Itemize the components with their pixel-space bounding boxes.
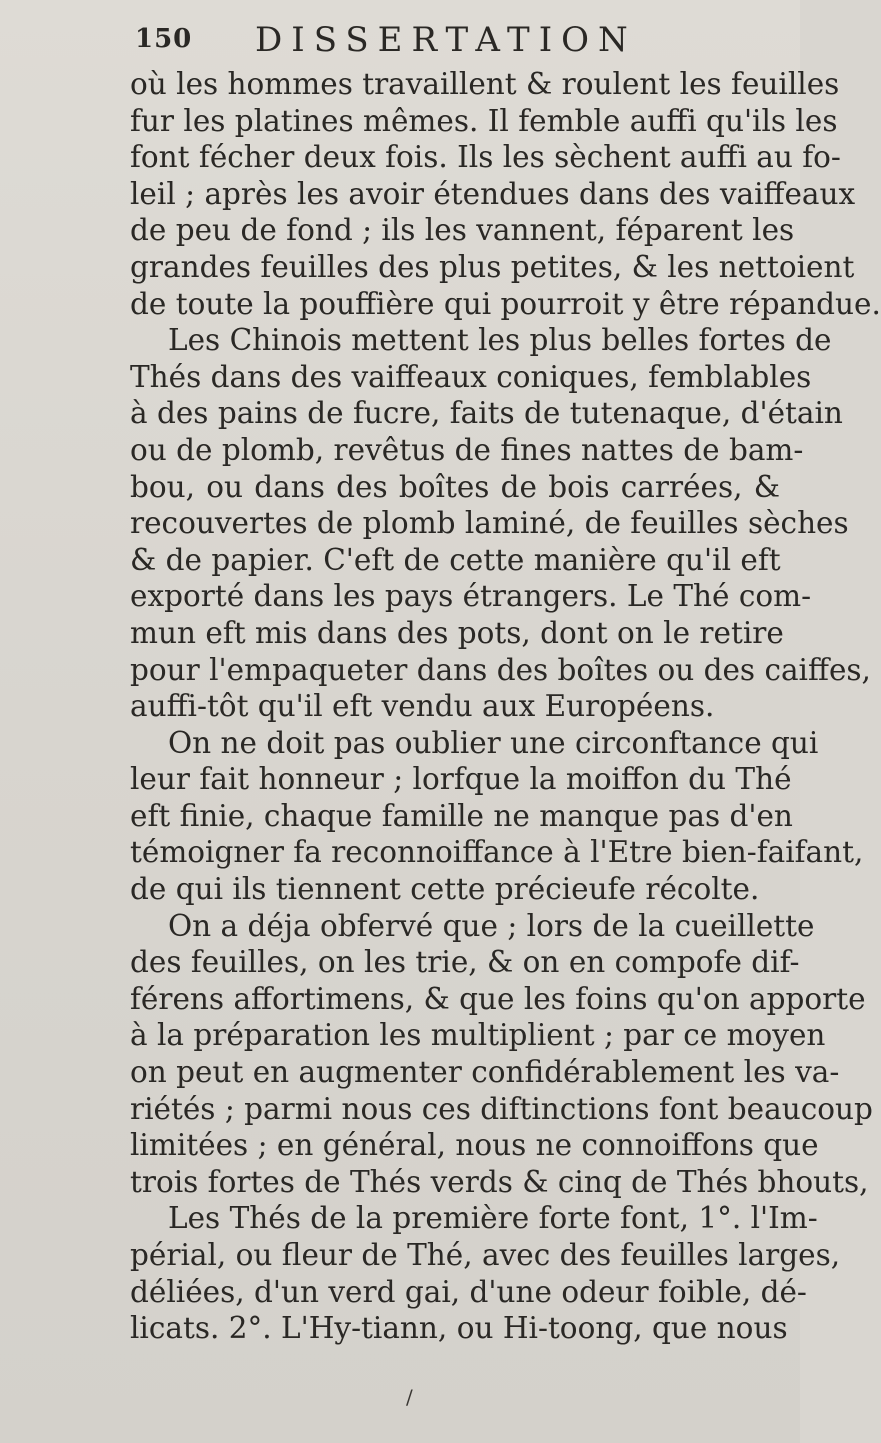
text-line: férens affortimens, & que les foins qu'on apporte — [130, 981, 866, 1016]
running-head-title: DISSERTATION — [255, 20, 637, 60]
text-line: périal, ou fleur de Thé, avec des feuilles larges, — [130, 1238, 841, 1272]
text-line: témoigner fa reconnoiffance à l'Etre bien-faifant, — [130, 835, 864, 870]
text-line: riétés ; parmi nous ces diftinctions font beaucoup — [130, 1091, 873, 1126]
text-line: déliées, d'un verd gai, d'une odeur foible, dé- — [130, 1274, 807, 1309]
text-line: font fécher deux fois. Ils les sèchent auffi au fo- — [130, 140, 841, 175]
text-line: recouvertes de plomb laminé, de feuilles sèches — [130, 506, 849, 541]
text-line: exporté dans les pays étrangers. Le Thé com- — [130, 579, 812, 614]
paragraph-start-line: Les Thés de la première forte font, 1°. l'Im- — [168, 1201, 818, 1236]
text-line: où les hommes travaillent & roulent les feuilles — [130, 67, 840, 101]
text-line: des feuilles, on les trie, & on en compofe dif- — [130, 945, 800, 980]
text-line: à des pains de fucre, faits de tutenaque, d'étain — [130, 396, 843, 431]
text-line: on peut en augmenter confidérablement les va- — [130, 1055, 840, 1090]
text-line: de peu de fond ; ils les vannent, féparent les — [130, 213, 795, 248]
page-number: 150 — [135, 24, 193, 54]
paragraph-start-line: On a déja obfervé que ; lors de la cueillette — [168, 908, 815, 943]
text-line: trois fortes de Thés verds & cinq de Thés bhouts, — [130, 1164, 869, 1199]
text-line: de qui ils tiennent cette précieufe récolte. — [130, 872, 760, 907]
text-line: Thés dans des vaiffeaux coniques, femblables — [130, 359, 812, 394]
text-line: limitées ; en général, nous ne connoiffons que — [130, 1128, 819, 1163]
text-line: bou, ou dans des boîtes de bois carrées, & — [130, 469, 780, 504]
paragraph-start-line: On ne doit pas oublier une circonftance qui — [168, 725, 819, 760]
text-line: fur les platines mêmes. Il femble auffi qu'ils les — [130, 103, 838, 138]
stray-mark: / — [406, 1385, 413, 1409]
text-line: eft finie, chaque famille ne manque pas d'en — [130, 798, 793, 833]
body-text — [130, 66, 881, 1347]
text-line: pour l'empaqueter dans des boîtes ou des caiffes, — [130, 652, 871, 687]
running-head — [135, 20, 775, 64]
text-line: & de papier. C'eft de cette manière qu'il eft — [130, 542, 781, 577]
text-line: grandes feuilles des plus petites, & les nettoient — [130, 249, 855, 284]
paragraph-start-line: Les Chinois mettent les plus belles fortes de — [168, 323, 832, 358]
text-line: de toute la pouffière qui pourroit y être répandue. — [130, 286, 881, 321]
text-line: ou de plomb, revêtus de fines nattes de bam- — [130, 432, 804, 467]
text-line: leil ; après les avoir étendues dans des vaiffeaux — [130, 176, 856, 211]
text-line: licats. 2°. L'Hy-tiann, ou Hi-toong, que nous — [130, 1311, 788, 1346]
text-line: leur fait honneur ; lorfque la moiffon du Thé — [130, 762, 792, 797]
text-line: à la préparation les multiplient ; par ce moyen — [130, 1018, 826, 1053]
text-line: mun eft mis dans des pots, dont on le retire — [130, 615, 784, 650]
text-line: auffi-tôt qu'il eft vendu aux Européens. — [130, 689, 715, 724]
